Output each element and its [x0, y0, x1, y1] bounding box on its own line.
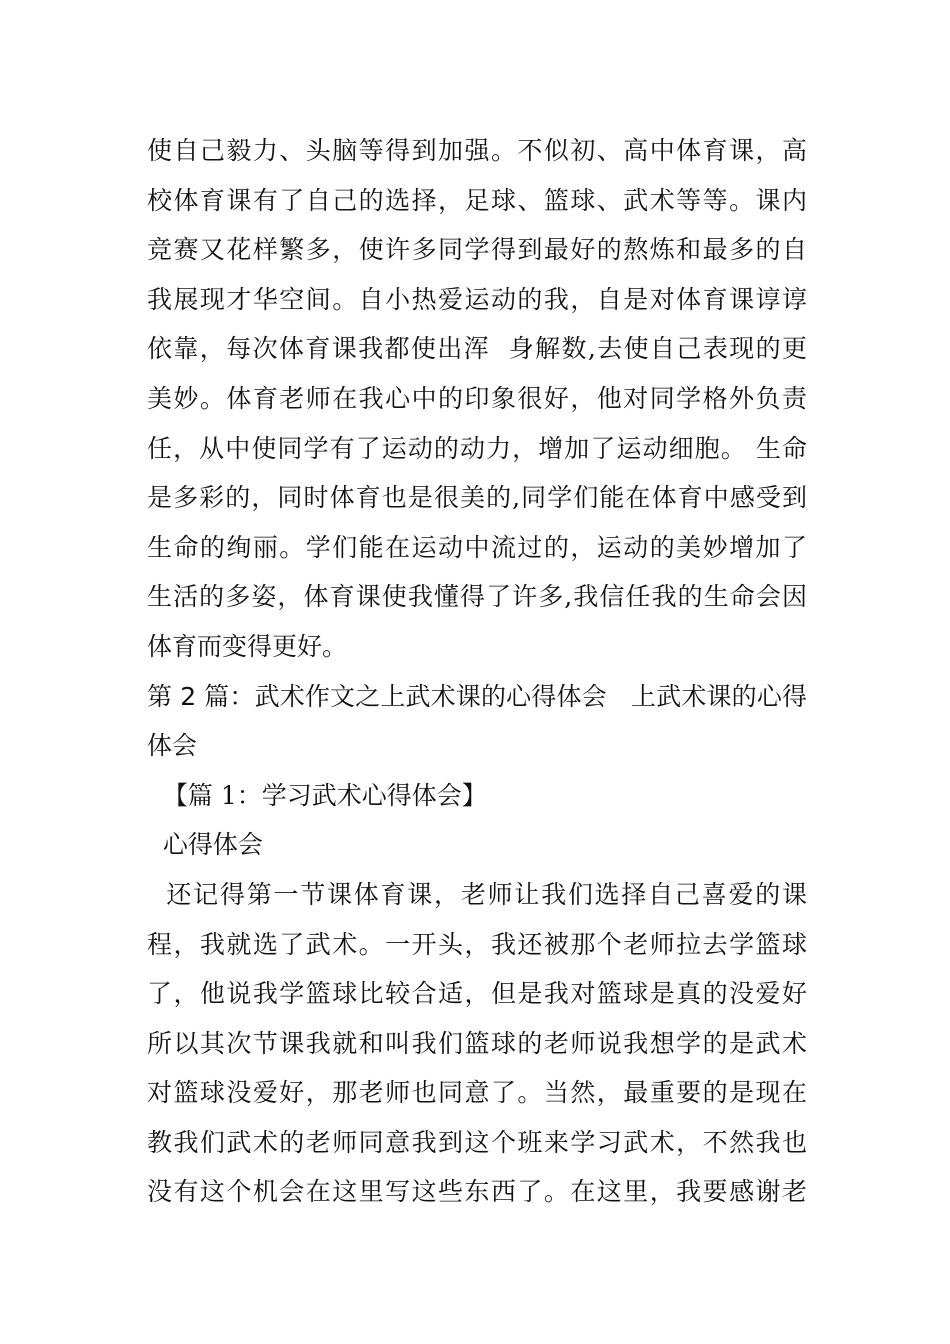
section-heading: 体会 [147, 731, 198, 761]
text-line: 教我们武术的老师同意我到这个班来学习武术，不然我也 [147, 1127, 807, 1157]
text-line: 任，从中使同学有了运动的动力，增加了运动细胞。 生命 [147, 433, 807, 463]
text-line: 使自己毅力、头脑等得到加强。不似初、高中体育课，高 [147, 136, 807, 165]
text-line: 程，我就选了武术。一开头，我还被那个老师拉去学篮球 [147, 929, 807, 959]
text-line: 竞赛又花样繁多，使许多同学得到最好的熬炼和最多的自 [147, 235, 807, 265]
text-line: 我展现才华空间。自小热爱运动的我，自是对体育课谆谆 [147, 284, 807, 314]
text-line: 生命的绚丽。学们能在运动中流过的，运动的美妙增加了 [147, 532, 807, 562]
text-line: 没有这个机会在这里写这些东西了。在这里，我要感谢老 [147, 1177, 807, 1207]
text-line: 体育而变得更好。 [147, 631, 348, 661]
subheading: 心得体会 [147, 830, 263, 860]
text-line: 校体育课有了自己的选择，足球、篮球、武术等等。课内 [147, 185, 807, 215]
text-line: 所以其次节课我就和叫我们篮球的老师说我想学的是武术 [147, 1028, 807, 1058]
document-body [147, 126, 807, 1217]
text-line: 生活的多姿，体育课使我懂得了许多,我信任我的生命会因 [147, 582, 807, 612]
text-line: 依靠，每次体育课我都使出浑 身解数,去使自己表现的更 [147, 334, 807, 364]
text-line: 还记得第一节课体育课，老师让我们选择自己喜爱的课 [147, 879, 807, 909]
text-line: 对篮球没爱好，那老师也同意了。当然，最重要的是现在 [147, 1078, 807, 1108]
text-line: 了，他说我学篮球比较合适，但是我对篮球是真的没爱好 [147, 979, 807, 1009]
text-line: 是多彩的，同时体育也是很美的,同学们能在体育中感受到 [147, 483, 807, 513]
subheading: 【篇 1：学习武术心得体会】 [147, 780, 487, 810]
section-heading: 第 2 篇：武术作文之上武术课的心得体会 上武术课的心得 [147, 681, 807, 711]
text-line: 美妙。体育老师在我心中的印象很好，他对同学格外负责 [147, 383, 807, 413]
